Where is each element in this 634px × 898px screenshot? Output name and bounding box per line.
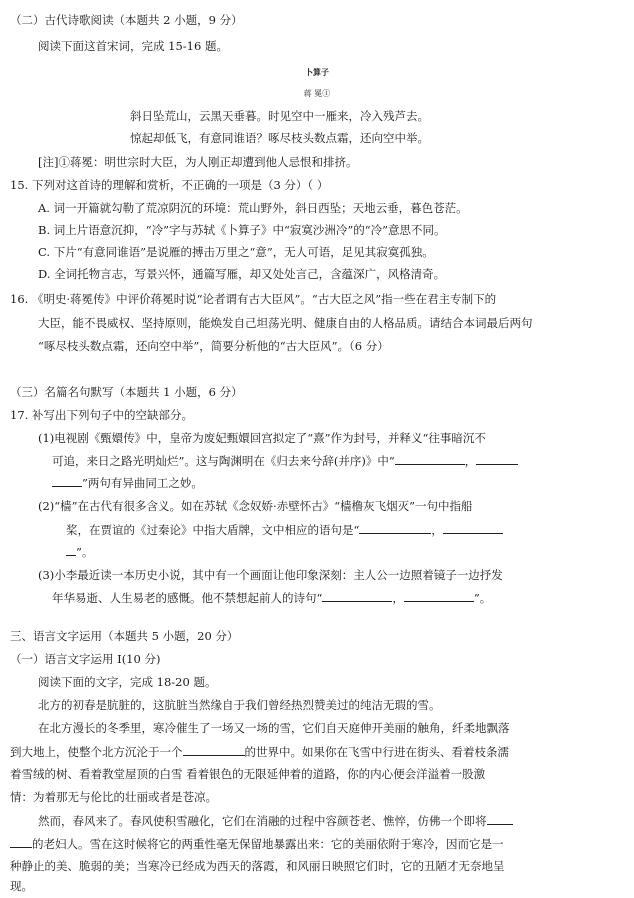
section-header-language-use: 三、语言文字运用（本题共 5 小题，20 分） [10, 629, 239, 643]
question-17-part-2-text: 桨，在贾谊的《过秦论》中指大盾牌，文中相应的语句是“ [66, 523, 360, 537]
question-17-part-1-line-1: (1)电视剧《甄嬛传》中，皇帝为废妃甄嬛回宫拟定了“熹”作为封号，并释义“往事暗沉不 [38, 431, 486, 445]
poem-title: 卜算子 [305, 67, 329, 77]
blank-separator: ， [464, 454, 477, 468]
question-15-stem: 15. 下列对这首诗的理解和赏析，不正确的一项是（3 分）（ ） [10, 178, 329, 192]
answer-blank[interactable] [359, 521, 431, 534]
question-16-line-3: “啄尽枝头数点霜，还向空中举”，简要分析他的“古大臣风”。（6 分） [38, 339, 389, 353]
answer-blank[interactable] [183, 743, 245, 756]
answer-blank[interactable] [322, 589, 392, 602]
subsection-header-language-use-1: （一）语言文字运用 Ⅰ(10 分) [10, 652, 161, 666]
blank-separator: ， [431, 523, 443, 537]
answer-blank[interactable] [487, 812, 513, 825]
question-17-part-1-text: 可追，来日之路光明灿烂”。这与陶渊明在《归去来兮辞(并序)》中“ [52, 454, 395, 468]
section-header-poetry: （二）古代诗歌阅读（本题共 2 小题，9 分） [10, 13, 243, 27]
answer-blank[interactable] [395, 452, 465, 465]
passage-paragraph-3-line-2 [10, 835, 504, 852]
passage-text: 的世界中。如果你在飞雪中行进在街头、看着枝条濡 [244, 745, 509, 759]
passage-text: 然而，春风来了。春风使积雪融化，它们在消融的过程中容颜苍老、憔悴，仿佛一个即将 [38, 814, 487, 828]
passage-text: 的老妇人。雪在这时候将它的两重性毫无保留地暴露出来：它的美丽依附于寒冷，因而它是一 [32, 837, 504, 851]
passage-paragraph-3-line-4: 现。 [10, 879, 33, 893]
question-15-option-a: A. 词一开篇就勾勒了荒凉阴沉的环境：荒山野外，斜日西坠；天地云垂，暮色苍茫。 [38, 201, 468, 215]
passage-paragraph-3-line-3: 种静止的美、脆弱的美；当寒冷已经成为西天的落霞，和风丽日映照它们时，它的丑陋才无奈地呈 [10, 859, 505, 873]
question-17-part-1-line-2 [52, 452, 518, 469]
poem-line-2: 惊起却低飞，有意同谁语？啄尽枝头数点霜，还向空中举。 [130, 131, 429, 145]
answer-blank[interactable] [66, 543, 76, 556]
poem-author: 蒋 冕① [303, 89, 331, 98]
poem-note: [注]①蒋冕：明世宗时大臣，为人刚正却遭到他人忌恨和排挤。 [38, 155, 358, 169]
question-17-part-3-tail: ”。 [473, 591, 492, 605]
answer-blank[interactable] [404, 589, 474, 602]
question-17-part-2-tail: ”。 [76, 545, 94, 559]
question-16-line-2: 大臣，能不畏威权、坚持原则，能焕发自己坦荡光明、健康自由的人格品质。请结合本词最后两句 [38, 316, 533, 330]
passage-paragraph-3-line-1 [38, 812, 513, 829]
answer-blank[interactable] [52, 474, 82, 487]
question-17-part-2-line-3 [66, 543, 93, 560]
question-15-option-b: B. 词上片语意沉抑，“冷”字与苏轼《卜算子》中“寂寞沙洲冷”的“冷”意思不同。 [38, 223, 446, 237]
question-17-part-3-line-1: (3)小李最近读一本历史小说，其中有一个画面让他印象深刻：主人公一边照着镜子一边抒发 [38, 568, 503, 582]
language-use-instruction: 阅读下面的文字，完成 18-20 题。 [38, 675, 217, 689]
answer-blank[interactable] [476, 452, 518, 465]
question-17-stem: 17. 补写出下列句子中的空缺部分。 [10, 408, 193, 422]
section-header-recitation: （三）名篇名句默写（本题共 1 小题，6 分） [10, 385, 243, 399]
question-17-part-2-line-2 [66, 521, 503, 538]
passage-paragraph-2-line-3: 着雪绒的树、看着教堂屋顶的白雪 看着银色的无限延伸着的道路，你的内心便会洋溢着一股激 [10, 767, 486, 781]
passage-text: 到大地上，使整个北方沉沦于一个 [10, 745, 183, 759]
poetry-instruction: 阅读下面这首宋词，完成 15-16 题。 [38, 39, 228, 53]
passage-paragraph-2-line-2 [10, 743, 509, 760]
question-17-part-1-line-3 [52, 474, 203, 491]
answer-blank[interactable] [10, 835, 32, 848]
blank-separator: ， [392, 591, 404, 605]
passage-paragraph-2-line-4: 情：为着那无与伦比的壮丽或者是苍凉。 [10, 790, 217, 804]
question-17-part-1-tail: ”两句有异曲同工之妙。 [82, 476, 203, 490]
question-15-option-d: D. 全词托物言志，写景兴怀，通篇写雁，却又处处言己，含蕴深广，风格清奇。 [38, 267, 446, 281]
question-17-part-3-line-2 [52, 589, 491, 606]
question-17-part-2-line-1: (2)“樯”在古代有很多含义。如在苏轼《念奴娇·赤壁怀古》“樯橹灰飞烟灭”一句中指船 [38, 499, 473, 513]
question-17-part-3-text: 年华易逝、人生易老的感慨。他不禁想起前人的诗句“ [52, 591, 323, 605]
question-15-option-c: C. 下片“有意同谁语”是说雁的搏击万里之“意”，无人可语，足见其寂寞孤独。 [38, 245, 434, 259]
poem-line-1: 斜日坠荒山，云黑天垂暮。时见空中一雁来，冷入残芦去。 [130, 109, 429, 123]
answer-blank[interactable] [443, 521, 503, 534]
passage-paragraph-1: 北方的初春是肮脏的，这肮脏当然缘自于我们曾经热烈赞美过的纯洁无瑕的雪。 [38, 698, 441, 712]
question-16-line-1: 16. 《明史·蒋冕传》中评价蒋冕时说“论者谓有古大臣风”。“古大臣之风”指一些在君主专制下的 [10, 292, 497, 306]
passage-paragraph-2-line-1: 在北方漫长的冬季里，寒冷催生了一场又一场的雪，它们自天庭伸开美丽的触角，纤柔地飘落 [38, 721, 510, 735]
